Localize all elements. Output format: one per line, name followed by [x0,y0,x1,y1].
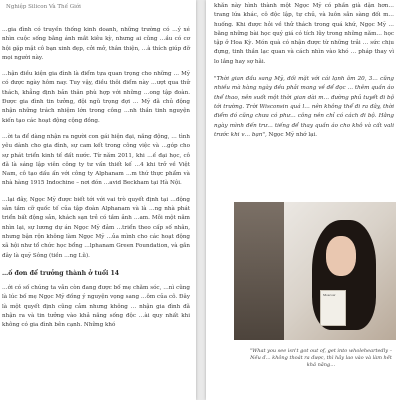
photo-book [320,290,346,326]
quote-paragraph [214,75,394,140]
section-title: …ố đơn để trưởng thành ở tuổi 14 [2,269,120,277]
paragraph: …lại đây, Ngọc Mỹ được biết tới với vai trò quyết định tại …động sản tầm cỡ quốc tế của tập đoàn Alphanam và là …ng nhà phát triển bất động sản, khách sạn trẻ có tầm ảnh …am. Mỗi một năm nhìn lại, sự lương dự án Ngọc Mỹ đảm …triển theo cấp số nhân, nhưng bận rộn không làm Ngọc Mỹ …ủa mình cho các hoạt động xã hội như tổ chức học bổng …lphanam Green Foundation, và gắn đây là quỹ Sông (tiền …ng Lũ). [2,196,190,259]
quote-text: "Thời gian đầu sang Mỹ, đối mặt với cái lạnh âm 20, 3… cũng nhiều mà hàng ngày đều phải mang về để đọc … thêm quần áo thể thao, nên suốt một thời gian dài m… đường phủ tuyết đi bộ tới trường. Trời Wisconsin quá l… nên không thể đi ra đây, thời điểm đó cũng chưa có phư… công nên chỉ có cách đi bộ. Hằng ngày mình đến trư… tiếng để thay quần áo cho khô và cất vali trước khi v… bạn", [214,76,394,138]
quote-attribution: Ngọc Mỹ nhớ lại. [266,131,318,138]
left-page [0,0,196,400]
paragraph: …ới có số chúng ta vẫn còn đang được bố mẹ chăm sóc, …nì cũng là lúc bố mẹ Ngọc Mỹ đồng ý nguyện vọng sang …ôm của cô. Đây là một quyết định cũng cảm nhưng không … nhận gia đình đã nhận ra và tin tưởng vào khả năng sống độc …ài quy nhất khi không có gia đình bên cạnh. Những khó [2,285,190,329]
paragraph: khăn này hình thành một Ngọc Mỹ có phần già dặn hơn… trang lứa khác, cô độc lập, tự chủ, và luôn sẵn sàng đối m… huống. Khi được hỏi về thử thách trong quá khứ, Ngọc Mỹ … bằng những bài học quý giá có tích lũy trong những năm… học tập ở Hoa Kỳ. Món quà có nhận được từ những trải … sức chịu đựng, tinh thần lạc quan và cách nhìn vào khó … pháp thay vì lo lắng hay sợ hãi. [214,3,394,65]
left-page-body [2,26,190,338]
right-page [206,0,400,400]
paragraph: …hận điều kiện gia đình là điểm tựa quan trọng cho những … Mỹ có được ngày hôm nay. Tuy vậy, điều thôi điểm này …ượt qua thử thách, khẳng định bản thân phù hợp với những …ong tập đoàn. Được gia đình tin tưởng, đội ngũ trọng đợi … Mỹ đã chủ động nhận những trách nhiệm lớn trong công …nh thần tinh nguyện kiến tạo các hoạt động cộng đồng. [2,71,190,124]
right-page-body [214,2,394,148]
photo-subject-face [326,236,356,276]
portrait-photo [234,202,396,340]
photo-book-title: Moscow [323,293,336,297]
photo-background-wall [234,202,284,340]
photo-caption: "What you see isn't got out of, get into wholeheartedly – Nếu đ… không thoát ra được, thì hãy lao vào và làm hết khả năng… [249,348,393,368]
paragraph: …ời ta để dàng nhận ra người con gái hiện đại, năng động, … tình yêu dành cho gia đình, sự cam kết trong công việc và …góp cho sự phát triển kinh tế đất nước. Từ năm 2011, khi …ế đại học, cô đã là sáng lập viên công ty tư vấn thiết kế …4 khi trở về Việt Nam, cô tạo dấu ấn với công ty Alphanam …m thứ thực phẩm và nhà hàng 1915 Indochine – nơi đón …avid Beckham tại Hà Nội. [2,133,190,187]
running-header: Nghiệp Silicon Và Thế Giới [6,4,81,10]
paragraph: …gia đình có truyền thống kinh doanh, những trường có …ý xé nhìn cuộc sống bằng ánh mắt kiêu kỳ, nhưng ai cũng …ầu có cơ hội gặp mặt cô bạn xinh đẹp, cởi mở, thân thiện, …à thích giúp đỡ mọi người này. [2,27,190,61]
